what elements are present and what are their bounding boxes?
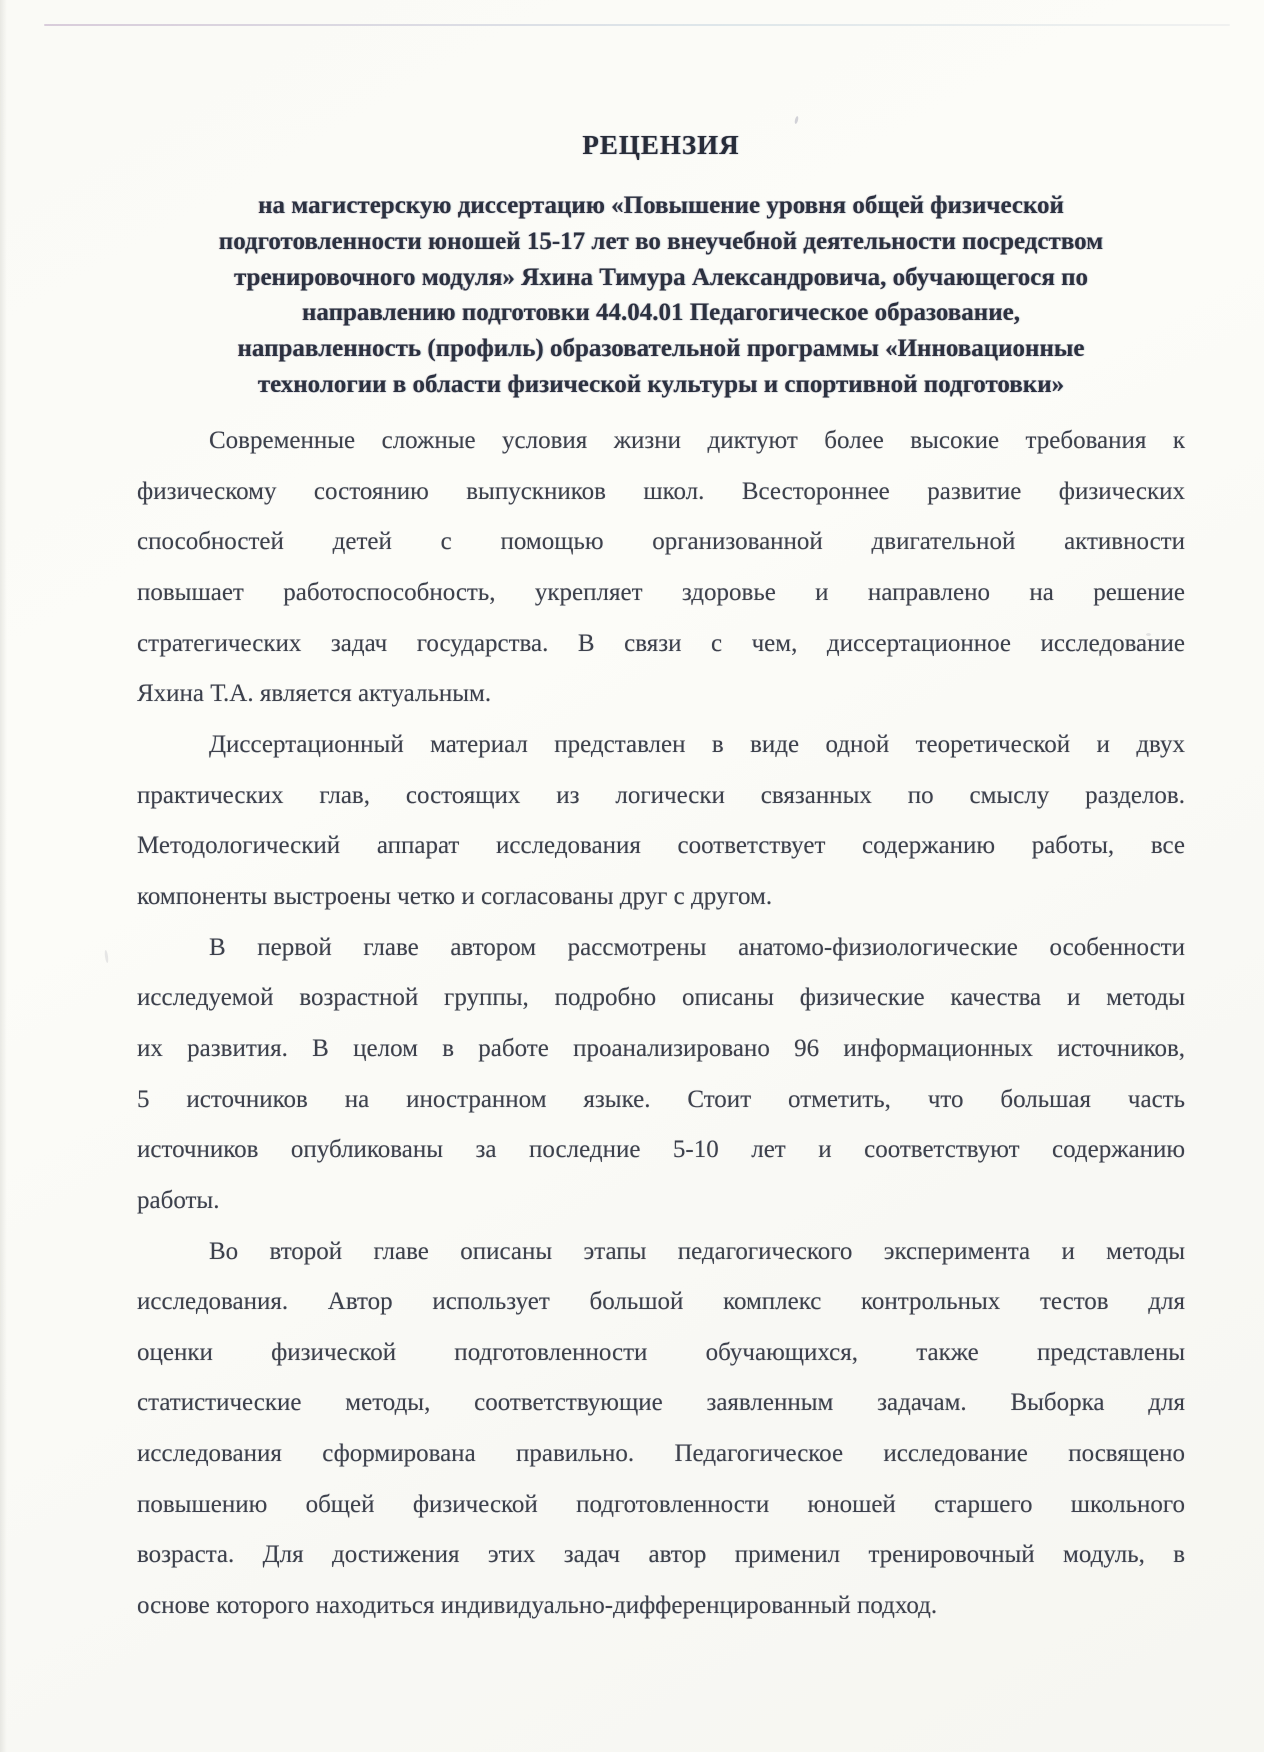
subtitle-line: на магистерскую диссертацию «Повышение уровня общей физической bbox=[258, 192, 1064, 219]
paragraph-relevance bbox=[137, 416, 1185, 720]
body-line: их развития. В целом в работе проанализировано 96 информационных источников, bbox=[137, 1034, 1185, 1062]
body-line: исследования. Автор использует большой комплекс контрольных тестов для bbox=[137, 1288, 1185, 1316]
body-line: исследования сформирована правильно. Педагогическое исследование посвящено bbox=[137, 1440, 1185, 1468]
body-line: повышению общей физической подготовленности юношей старшего школьного bbox=[137, 1490, 1185, 1518]
subtitle-line: тренировочного модуля» Яхина Тимура Александровича, обучающегося по bbox=[233, 263, 1089, 291]
body-line: исследуемой возрастной группы, подробно описаны физические качества и методы bbox=[137, 984, 1185, 1012]
body-line: оценки физической подготовленности обучающихся, также представлены bbox=[137, 1338, 1185, 1366]
body-line: физическому состоянию выпускников школ. Всестороннее развитие физических bbox=[137, 477, 1185, 505]
body-line: способностей детей с помощью организованной двигательной активности bbox=[137, 528, 1185, 556]
paragraph-chapter-one bbox=[137, 923, 1185, 1227]
body-line: практических глав, состоящих из логически связанных по смыслу разделов. bbox=[137, 781, 1185, 809]
review-body-text bbox=[137, 416, 1185, 1632]
scan-speck bbox=[104, 950, 109, 963]
scanner-artifact-line bbox=[44, 24, 1230, 26]
body-line: стратегических задач государства. В связи с чем, диссертационное исследование bbox=[137, 629, 1185, 657]
subtitle-line: технологии в области физической культуры и спортивной подготовки» bbox=[257, 370, 1065, 398]
body-line: Яхина Т.А. является актуальным. bbox=[137, 680, 492, 708]
body-line: Современные сложные условия жизни диктуют более высокие требования к bbox=[209, 427, 1185, 454]
subtitle-line: направлению подготовки 44.04.01 Педагогическое образование, bbox=[302, 299, 1020, 327]
body-line: основе которого находиться индивидуально-дифференцированный подход. bbox=[137, 1592, 938, 1620]
paragraph-chapter-two bbox=[137, 1227, 1185, 1632]
paragraph-structure bbox=[137, 720, 1185, 923]
scan-speck bbox=[794, 116, 799, 124]
body-line: Во второй главе описаны этапы педагогического эксперимента и методы bbox=[209, 1237, 1185, 1265]
body-line: В первой главе автором рассмотрены анатомо-физиологические особенности bbox=[209, 933, 1185, 961]
subtitle-line: подготовленности юношей 15-17 лет во внеучебной деятельности посредством bbox=[218, 227, 1104, 255]
dissertation-subtitle-block bbox=[137, 188, 1185, 403]
subtitle-line: направленность (профиль) образовательной программы «Инновационные bbox=[237, 335, 1085, 363]
body-line: источников опубликованы за последние 5-10 лет и соответствуют содержанию bbox=[137, 1136, 1185, 1164]
body-line: повышает работоспособность, укрепляет здоровье и направлено на решение bbox=[137, 578, 1185, 606]
body-line: Диссертационный материал представлен в виде одной теоретической и двух bbox=[209, 730, 1185, 758]
body-line: компоненты выстроены четко и согласованы друг с другом. bbox=[137, 882, 773, 910]
document-title: РЕЦЕНЗИЯ bbox=[582, 130, 740, 160]
body-line: статистические методы, соответствующие заявленным задачам. Выборка для bbox=[137, 1389, 1185, 1417]
body-line: Методологический аппарат исследования соответствует содержанию работы, все bbox=[137, 832, 1185, 860]
body-line: возраста. Для достижения этих задач автор применил тренировочный модуль, в bbox=[137, 1541, 1185, 1569]
body-line: 5 источников на иностранном языке. Стоит отметить, что большая часть bbox=[137, 1085, 1185, 1113]
body-line: работы. bbox=[137, 1186, 220, 1214]
scan-edge-shadow bbox=[0, 0, 7, 1752]
